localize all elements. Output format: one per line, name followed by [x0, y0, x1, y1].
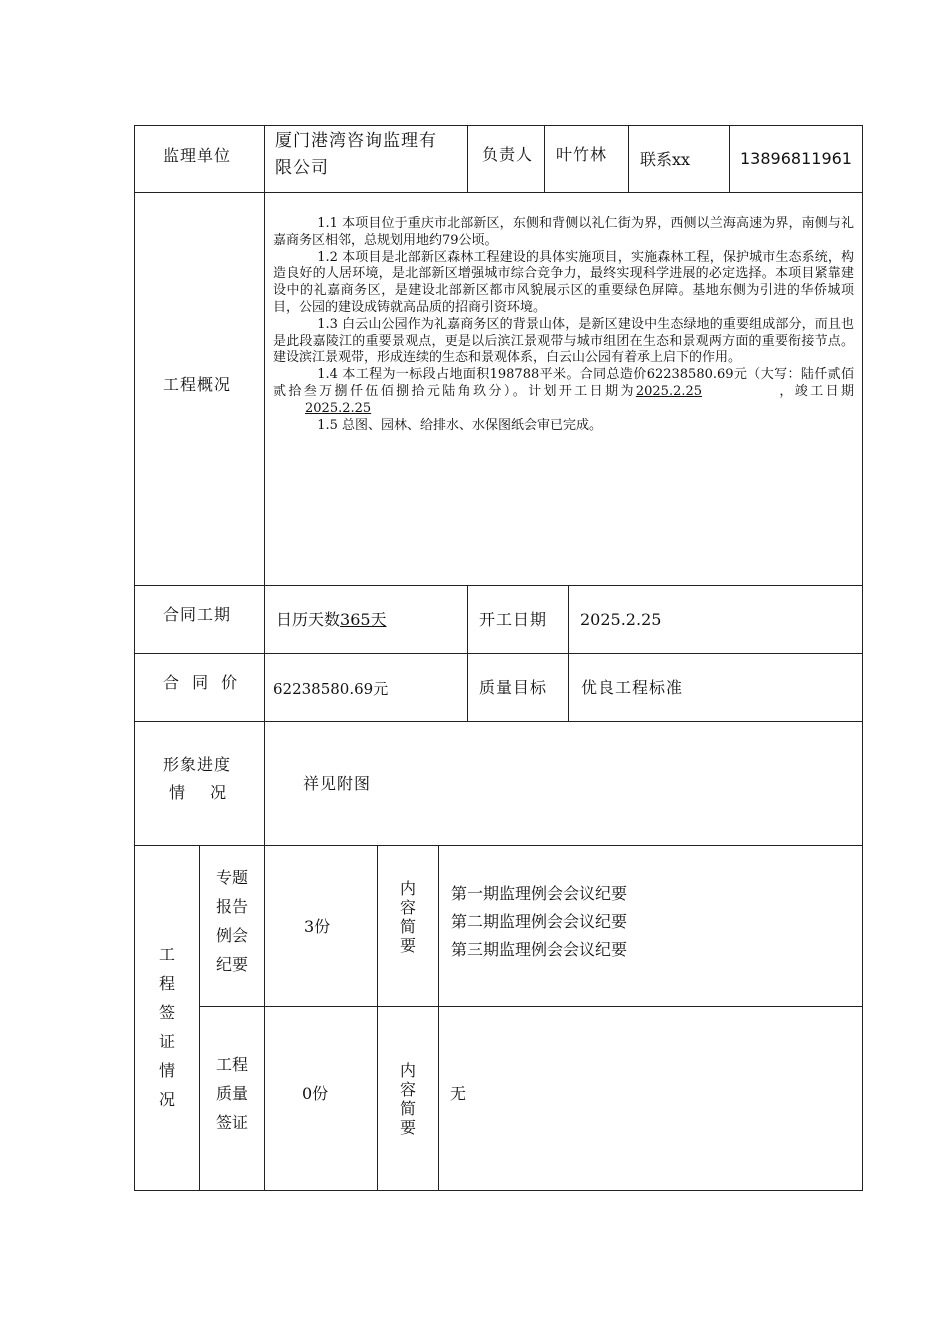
row-divider — [134, 653, 863, 654]
planned-start-date: 2025.2.25 — [635, 383, 703, 399]
list-item: 第一期监理例会会议纪要 — [451, 884, 628, 903]
list-item: 第三期监理例会会议纪要 — [451, 940, 628, 959]
overview-label: 工程概况 — [163, 375, 232, 394]
progress-label-line2: 情 况 — [169, 783, 237, 802]
overview-paragraph: 1.1 本项目位于重庆市北部新区，东侧和背侧以礼仁街为界，西侧以兰海高速为界，南侧与礼嘉商务区相邻，总规划用地约79公顷。 — [273, 216, 854, 248]
col-divider — [377, 845, 378, 1191]
row-divider — [134, 192, 863, 193]
col-divider — [467, 125, 468, 192]
contact-label: 联系xx — [640, 150, 691, 169]
col-divider — [438, 845, 439, 1191]
overview-paragraph: 1.5 总图、园林、给排水、水保图纸会审已完成。 — [317, 417, 602, 433]
overview-paragraph: 1.2 本项目是北部新区森林工程建设的具体实施项目，实施森林工程，保护城市生态系统，构造良好的人居环境，是北部新区增强城市综合竞争力，最终实现科学进展的必定选择。本项目紧靠建设中的礼嘉商务区，是建设北部新区都市风貌展示区的重要绿色屏障。基地东侧为引进的华侨城项目，公园的建设成铸就高品质的招商引资环境。 — [273, 249, 854, 315]
col-divider — [199, 845, 200, 1191]
row-divider — [199, 1006, 863, 1007]
row-divider — [134, 721, 863, 722]
row-divider — [134, 585, 863, 586]
col-divider — [544, 125, 545, 192]
col-divider — [568, 585, 569, 721]
supervisor-label: 监理单位 — [163, 146, 232, 165]
head-name: 叶竹林 — [556, 145, 608, 164]
company-name-line2: 限公司 — [275, 158, 329, 178]
visa-label: 工 程 签 证 情 况 — [158, 945, 175, 1109]
phone-number: 13896811961 — [740, 149, 852, 168]
overview-text — [273, 216, 854, 434]
contract-price-label: 合 同 价 — [163, 673, 242, 692]
progress-value: 祥见附图 — [303, 774, 372, 793]
report-items — [451, 880, 627, 964]
head-label: 负责人 — [482, 145, 534, 164]
col-divider — [264, 125, 265, 1191]
quality-visa-count: 0份 — [302, 1084, 329, 1103]
quality-brief-label: 内 容 简 要 — [399, 1061, 416, 1137]
col-divider — [628, 125, 629, 192]
overview-paragraph: 1.3 白云山公园作为礼嘉商务区的背景山体，是新区建设中生态绿地的重要组成部分，而且也是此段嘉陵江的重要景观点，更是以后滨江景观带与城市组团在生态和景观两方面的重要衔接节点。建设滨江景观带，形成连续的生态和景观体系，白云山公园有着承上启下的作用。 — [273, 316, 854, 366]
contract-price-value: 62238580.69元 — [273, 680, 389, 698]
row-divider — [134, 845, 863, 846]
report-count: 3份 — [304, 917, 331, 936]
contract-period-label: 合同工期 — [163, 605, 232, 624]
quality-visa-label: 工程 质量 签证 — [215, 1055, 248, 1132]
list-item: 第二期监理例会会议纪要 — [451, 912, 628, 931]
report-brief-label: 内 容 简 要 — [399, 879, 416, 955]
overview-paragraph: 1.4 本工程为一标段占地面积198788平米。合同总造价62238580.69元（大写：陆仟贰佰贰拾叁万捌仟伍佰捌拾元陆角玖分）。计划开工日期为2025.2.25 ，竣工日期2025.2.25 — [273, 367, 854, 416]
progress-label-line1: 形象进度 — [163, 755, 232, 774]
planned-end-date: 2025.2.25 — [305, 400, 372, 416]
quality-goal-label: 质量目标 — [479, 678, 548, 697]
start-date-value: 2025.2.25 — [580, 610, 662, 629]
quality-goal-value: 优良工程标准 — [581, 678, 684, 697]
quality-visa-content: 无 — [450, 1084, 467, 1103]
col-divider — [467, 585, 468, 721]
start-date-label: 开工日期 — [479, 610, 548, 629]
calendar-days: 日历天数365天 — [276, 610, 387, 629]
report-label: 专题 报告 例会 纪要 — [215, 868, 248, 974]
col-divider — [729, 125, 730, 192]
company-name-line1: 厦门港湾咨询监理有 — [275, 131, 437, 151]
